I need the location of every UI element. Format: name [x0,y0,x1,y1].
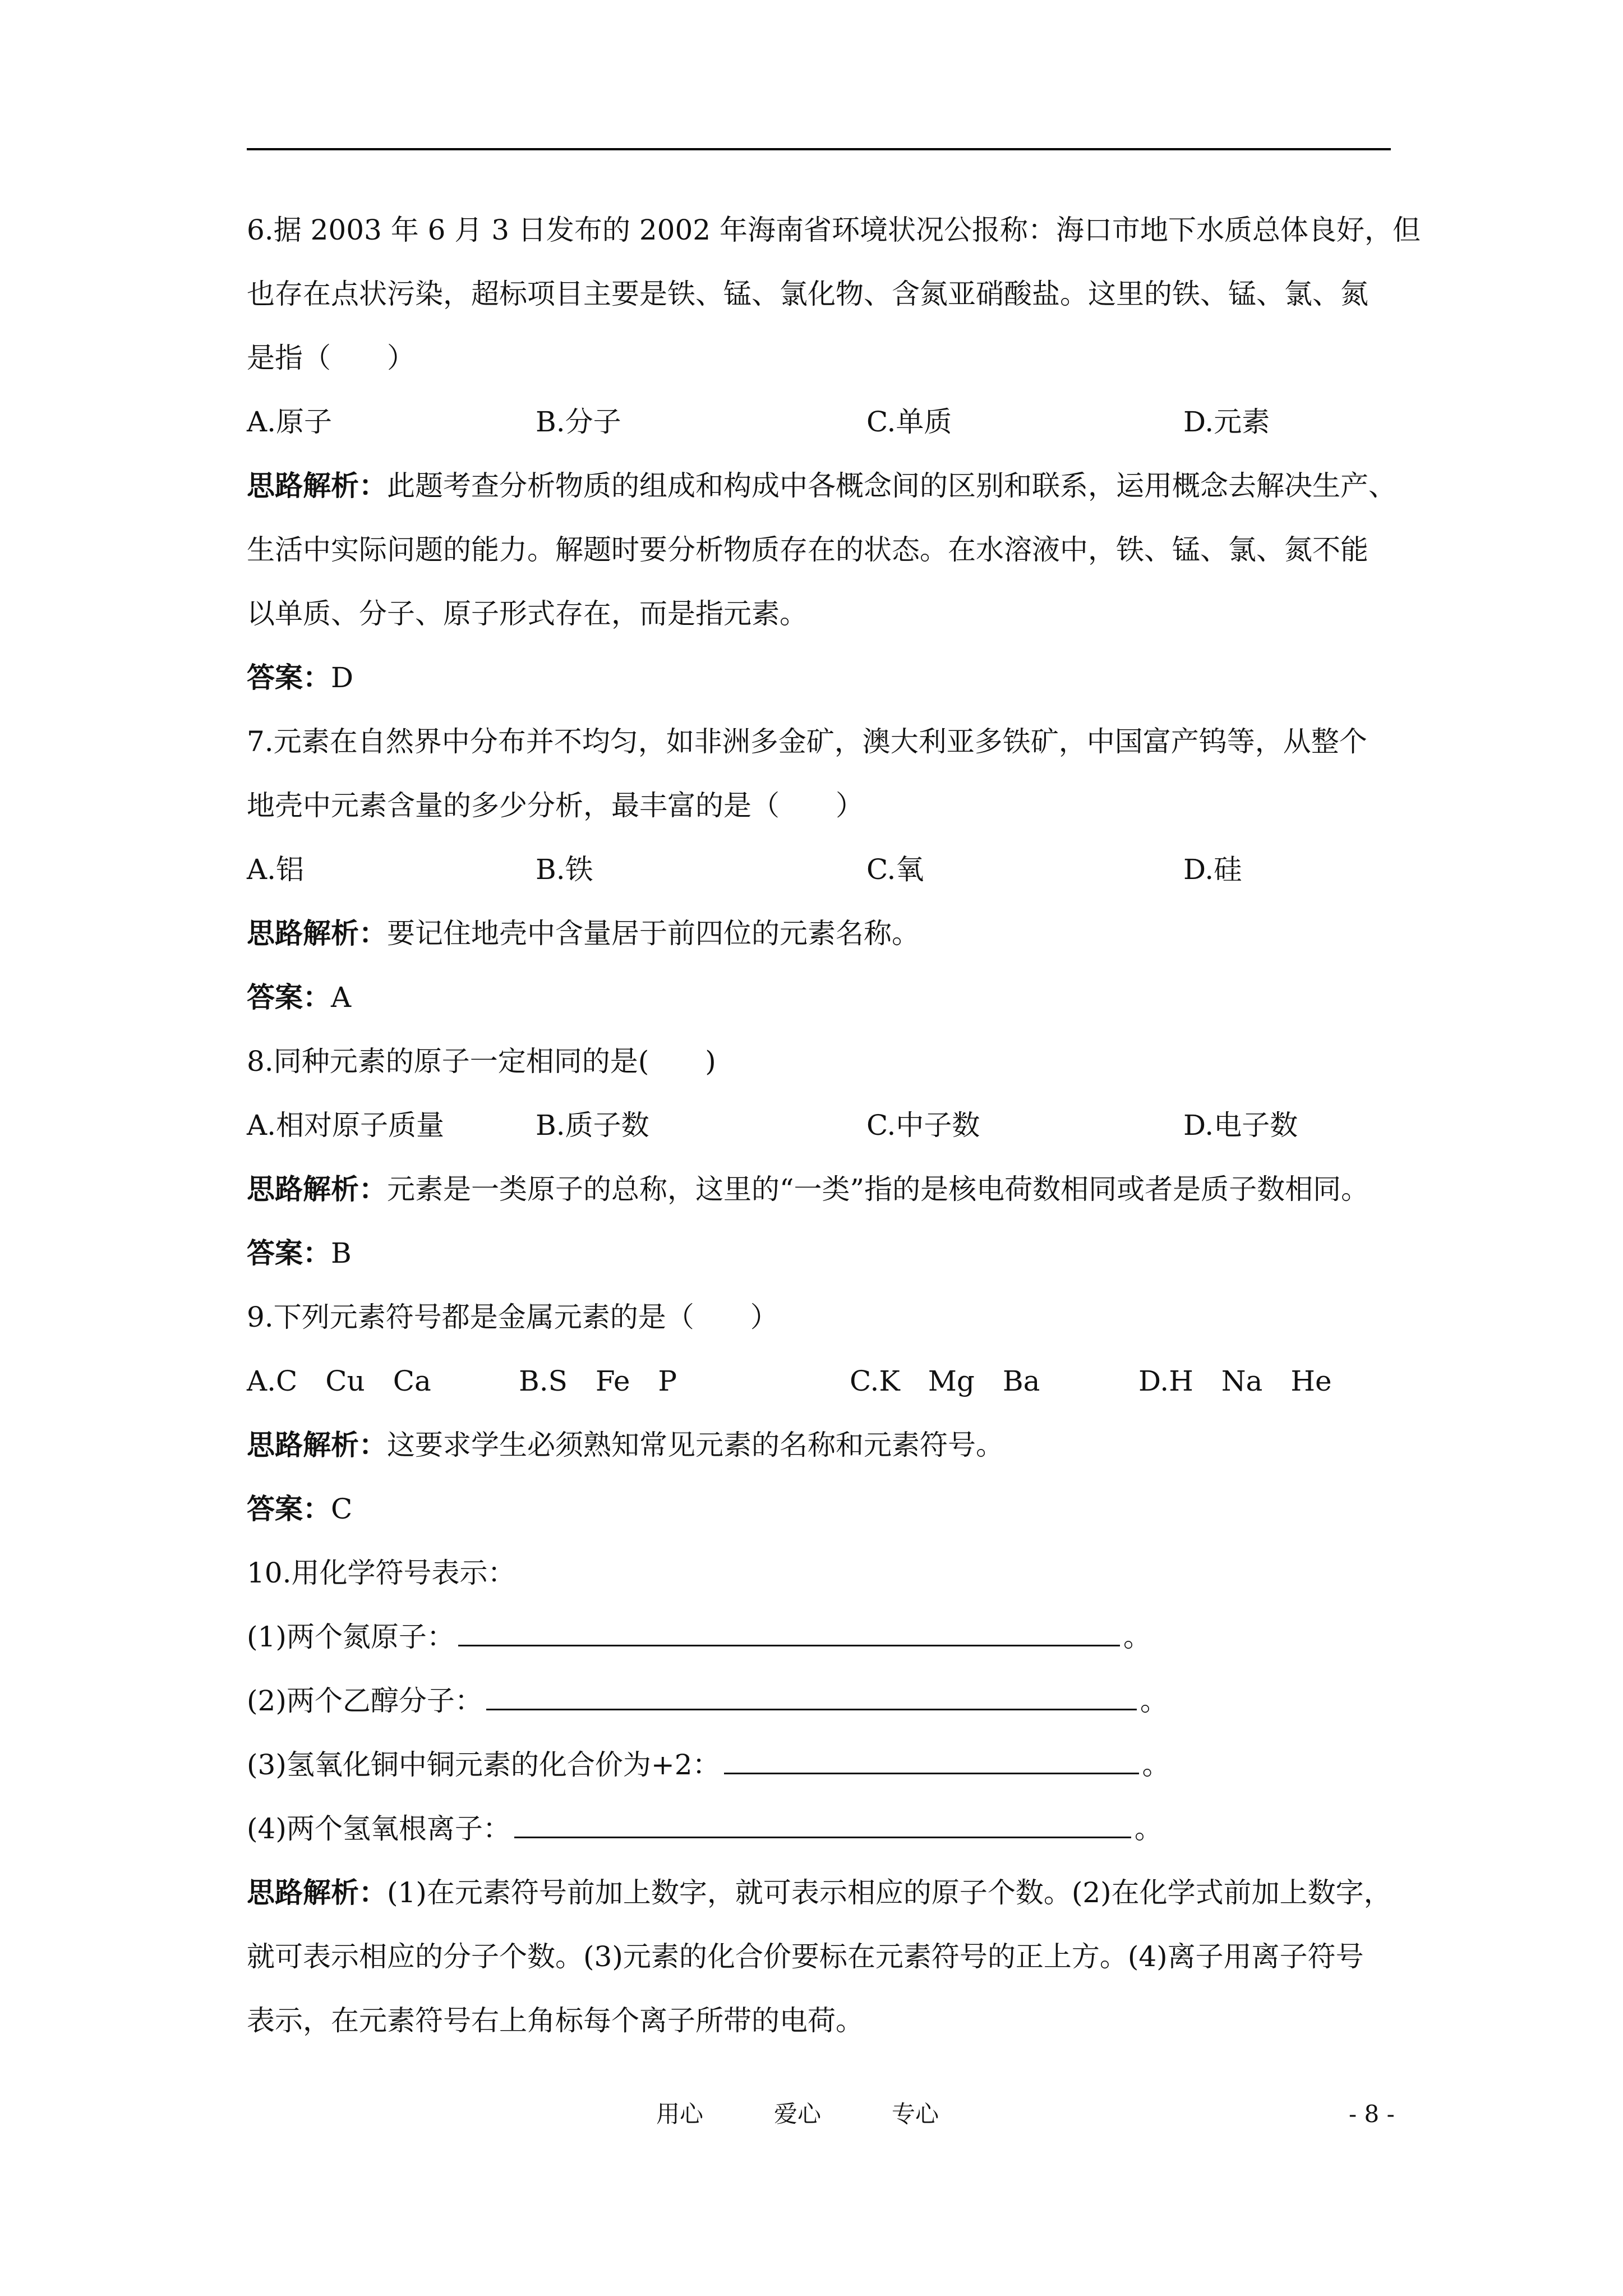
item-end: 。 [1123,1621,1151,1653]
q6-option-d: D.元素 [1183,406,1270,438]
q6-answer [247,661,353,694]
q7-option-b: B.铁 [536,853,593,886]
item-label: (1)两个氮原子： [247,1621,455,1653]
q7-answer [247,981,351,1014]
q8-analysis-line-1 [247,1172,1369,1206]
analysis-text: (1)在元素符号前加上数字，就可表示相应的原子个数。(2)在化学式前加上数字， [387,1876,1392,1909]
q10-analysis-line-3: 表示，在元素符号右上角标每个离子所带的电荷。 [247,2004,864,2037]
q6-analysis-line-1 [247,469,1396,503]
q6-stem-line-2: 也存在点状污染，超标项目主要是铁、锰、氯化物、含氮亚硝酸盐。这里的铁、锰、氯、氮 [247,278,1368,310]
answer-blank[interactable] [724,1750,1139,1774]
analysis-text: 此题考查分析物质的组成和构成中各概念间的区别和联系，运用概念去解决生产、 [387,470,1396,502]
q10-item-3 [247,1748,1170,1782]
item-label: (2)两个乙醇分子： [247,1685,483,1717]
q8-option-d: D.电子数 [1183,1109,1298,1142]
analysis-text: 元素是一类原子的总称，这里的“一类”指的是核电荷数相同或者是质子数相同。 [387,1173,1370,1205]
analysis-label: 思路解析： [247,1172,387,1205]
item-label: (4)两个氢氧根离子： [247,1812,511,1845]
q7-option-c: C.氧 [866,853,924,886]
q6-analysis-line-3: 以单质、分子、原子形式存在，而是指元素。 [247,597,808,630]
q9-stem-line-1: 9.下列元素符号都是金属元素的是（ ） [247,1301,778,1333]
q9-option-a: A.C Cu Ca [247,1365,431,1397]
q8-stem-line-1: 8.同种元素的原子一定相同的是( ) [247,1045,716,1078]
analysis-label: 思路解析： [247,469,387,502]
q7-analysis-line-1 [247,917,920,950]
item-label: (3)氢氧化铜中铜元素的化合价为+2： [247,1749,721,1781]
answer-label: 答案： [247,981,331,1014]
q6-option-b: B.分子 [536,406,621,438]
footer-motto: 用心 爱心 专心 [656,2100,939,2128]
answer-label: 答案： [247,661,331,694]
page-number: - 8 - [1349,2100,1395,2128]
q9-option-d: D.H Na He [1138,1365,1332,1397]
q6-stem-line-1: 6.据 2003 年 6 月 3 日发布的 2002 年海南省环境状况公报称：海口市地下水质总体良好，但 [247,214,1421,246]
q10-analysis-line-1 [247,1876,1392,1910]
q6-stem-line-3: 是指（ ） [247,342,415,374]
analysis-text: 要记住地壳中含量居于前四位的元素名称。 [387,917,920,950]
analysis-label: 思路解析： [247,917,387,950]
item-end: 。 [1134,1812,1163,1845]
answer-blank[interactable] [486,1686,1137,1710]
q9-analysis-line-1 [247,1428,1004,1462]
q8-answer [247,1236,352,1270]
analysis-text: 这要求学生必须熟知常见元素的名称和元素符号。 [387,1429,1004,1461]
answer-value: C [331,1493,353,1525]
q10-analysis-line-2: 就可表示相应的分子个数。(3)元素的化合价要标在元素符号的正上方。(4)离子用离子符号 [247,1940,1364,1973]
q9-option-b: B.S Fe P [519,1365,677,1397]
analysis-label: 思路解析： [247,1876,387,1909]
q8-option-c: C.中子数 [866,1109,980,1142]
answer-blank[interactable] [458,1622,1120,1646]
answer-value: D [331,661,354,694]
analysis-label: 思路解析： [247,1428,387,1461]
q8-option-b: B.质子数 [536,1109,649,1142]
answer-blank[interactable] [514,1814,1131,1838]
answer-label: 答案： [247,1492,331,1525]
q7-option-d: D.硅 [1183,853,1242,886]
q10-item-1 [247,1620,1151,1654]
q7-stem-line-1: 7.元素在自然界中分布并不均匀，如非洲多金矿，澳大利亚多铁矿，中国富产钨等，从整个 [247,725,1367,758]
q8-option-a: A.相对原子质量 [247,1109,445,1142]
q6-analysis-line-2: 生活中实际问题的能力。解题时要分析物质存在的状态。在水溶液中，铁、锰、氯、氮不能 [247,533,1368,566]
answer-label: 答案： [247,1236,331,1269]
header-rule [247,148,1391,150]
item-end: 。 [1142,1749,1170,1781]
q10-item-2 [247,1684,1168,1718]
item-end: 。 [1140,1685,1168,1717]
q10-item-4 [247,1812,1163,1846]
q10-stem: 10.用化学符号表示： [247,1557,516,1589]
q6-option-a: A.原子 [247,406,333,438]
answer-value: A [331,981,352,1014]
q7-option-a: A.铝 [247,853,305,886]
q7-stem-line-2: 地壳中元素含量的多少分析，最丰富的是（ ） [247,789,864,822]
q9-option-c: C.K Mg Ba [850,1365,1040,1397]
q9-answer [247,1492,352,1526]
answer-value: B [331,1237,352,1269]
q6-option-c: C.单质 [866,406,952,438]
